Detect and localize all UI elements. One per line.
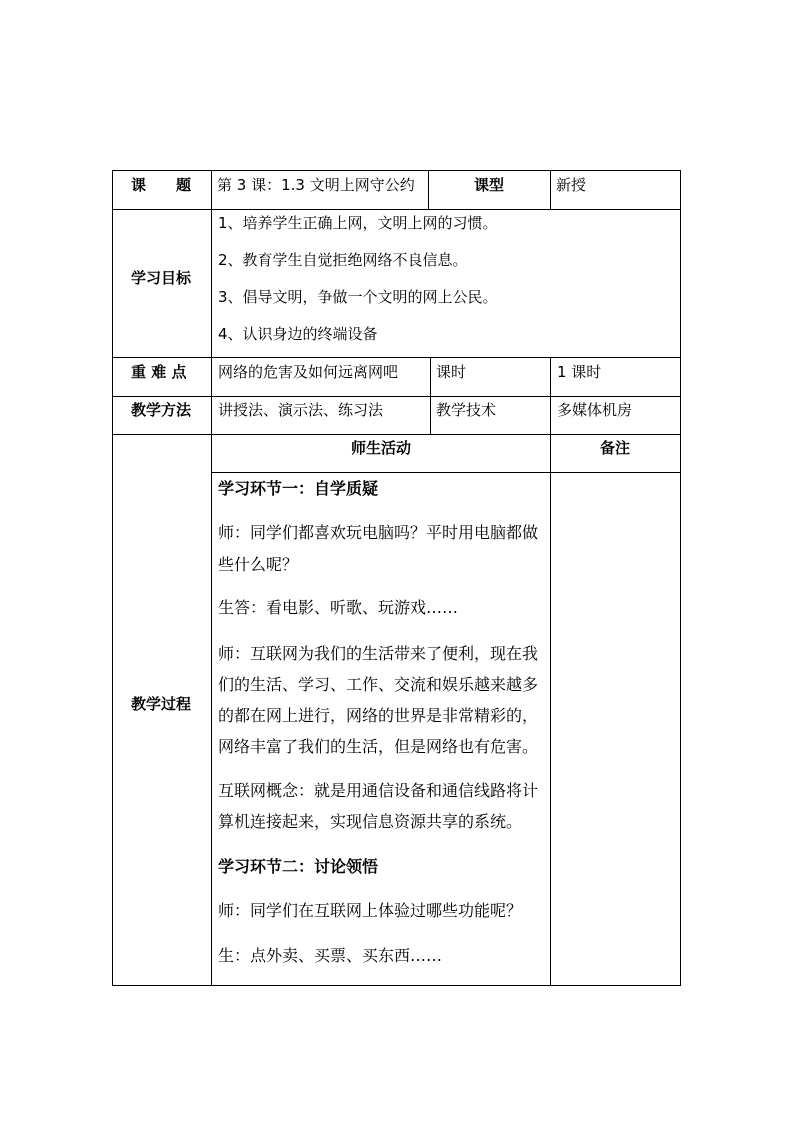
- paragraph-line: 的都在网上进行，网络的世界是非常精彩的，: [218, 706, 539, 725]
- table-border: [211, 472, 681, 473]
- methods-label: 教学方法: [131, 401, 192, 419]
- goal-item: 1、培养学生正确上网，文明上网的习惯。: [218, 214, 498, 232]
- table-border: [428, 170, 429, 210]
- paragraph-line: 们的生活、学习、工作、交流和娱乐越来越多: [218, 675, 539, 694]
- tech-value: 多媒体机房: [557, 401, 633, 419]
- table-border: [112, 209, 681, 210]
- table-border: [680, 170, 681, 986]
- goals-label: 学习目标: [131, 269, 192, 287]
- paragraph-line: 算机连接起来，实现信息资源共享的系统。: [218, 812, 523, 831]
- paragraph-line: 些什么呢？: [218, 555, 299, 574]
- hours-value: 1 课时: [557, 363, 602, 381]
- paragraph-line: 生：点外卖、买票、买东西……: [218, 946, 443, 965]
- table-border: [112, 170, 113, 986]
- table-border: [112, 396, 681, 397]
- topic-value: 第 3 课：1.3 文明上网守公约: [217, 176, 415, 194]
- table-border: [211, 170, 212, 986]
- table-border: [550, 434, 551, 986]
- section-title: 学习环节一：自学质疑: [218, 479, 379, 498]
- process-label: 教学过程: [131, 695, 192, 713]
- paragraph-line: 师：互联网为我们的生活带来了便利，现在我: [218, 644, 539, 663]
- paragraph-line: 互联网概念：就是用通信设备和通信线路将计: [218, 781, 539, 800]
- goal-item: 3、倡导文明，争做一个文明的网上公民。: [218, 288, 498, 306]
- goal-item: 2、教育学生自觉拒绝网络不良信息。: [218, 251, 468, 269]
- methods-value: 讲授法、演示法、练习法: [218, 401, 384, 419]
- notes-header: 备注: [600, 439, 631, 457]
- paragraph-line: 网络丰富了我们的生活，但是网络也有危害。: [218, 737, 539, 756]
- paragraph-line: 师：同学们都喜欢玩电脑吗？平时用电脑都做: [218, 523, 539, 542]
- type-label: 课型: [474, 176, 505, 194]
- table-border: [550, 357, 551, 435]
- paragraph-line: 师：同学们在互联网上体验过哪些功能呢？: [218, 901, 523, 920]
- table-border: [112, 985, 681, 986]
- table-border: [550, 170, 551, 210]
- section-title: 学习环节二：讨论领悟: [218, 857, 379, 876]
- tech-label: 教学技术: [436, 401, 497, 419]
- table-border: [112, 434, 681, 435]
- paragraph-line: 生答：看电影、听歌、玩游戏……: [218, 598, 459, 617]
- topic-label: 课 题: [131, 176, 192, 194]
- activity-header: 师生活动: [351, 439, 412, 457]
- hours-label: 课时: [436, 363, 467, 381]
- table-border: [430, 357, 431, 435]
- key-points-label: 重 难 点: [131, 363, 187, 381]
- table-border: [112, 357, 681, 358]
- type-value: 新授: [556, 176, 587, 194]
- goal-item: 4、认识身边的终端设备: [218, 325, 378, 343]
- key-points-value: 网络的危害及如何远离网吧: [218, 363, 399, 381]
- table-border: [112, 170, 681, 171]
